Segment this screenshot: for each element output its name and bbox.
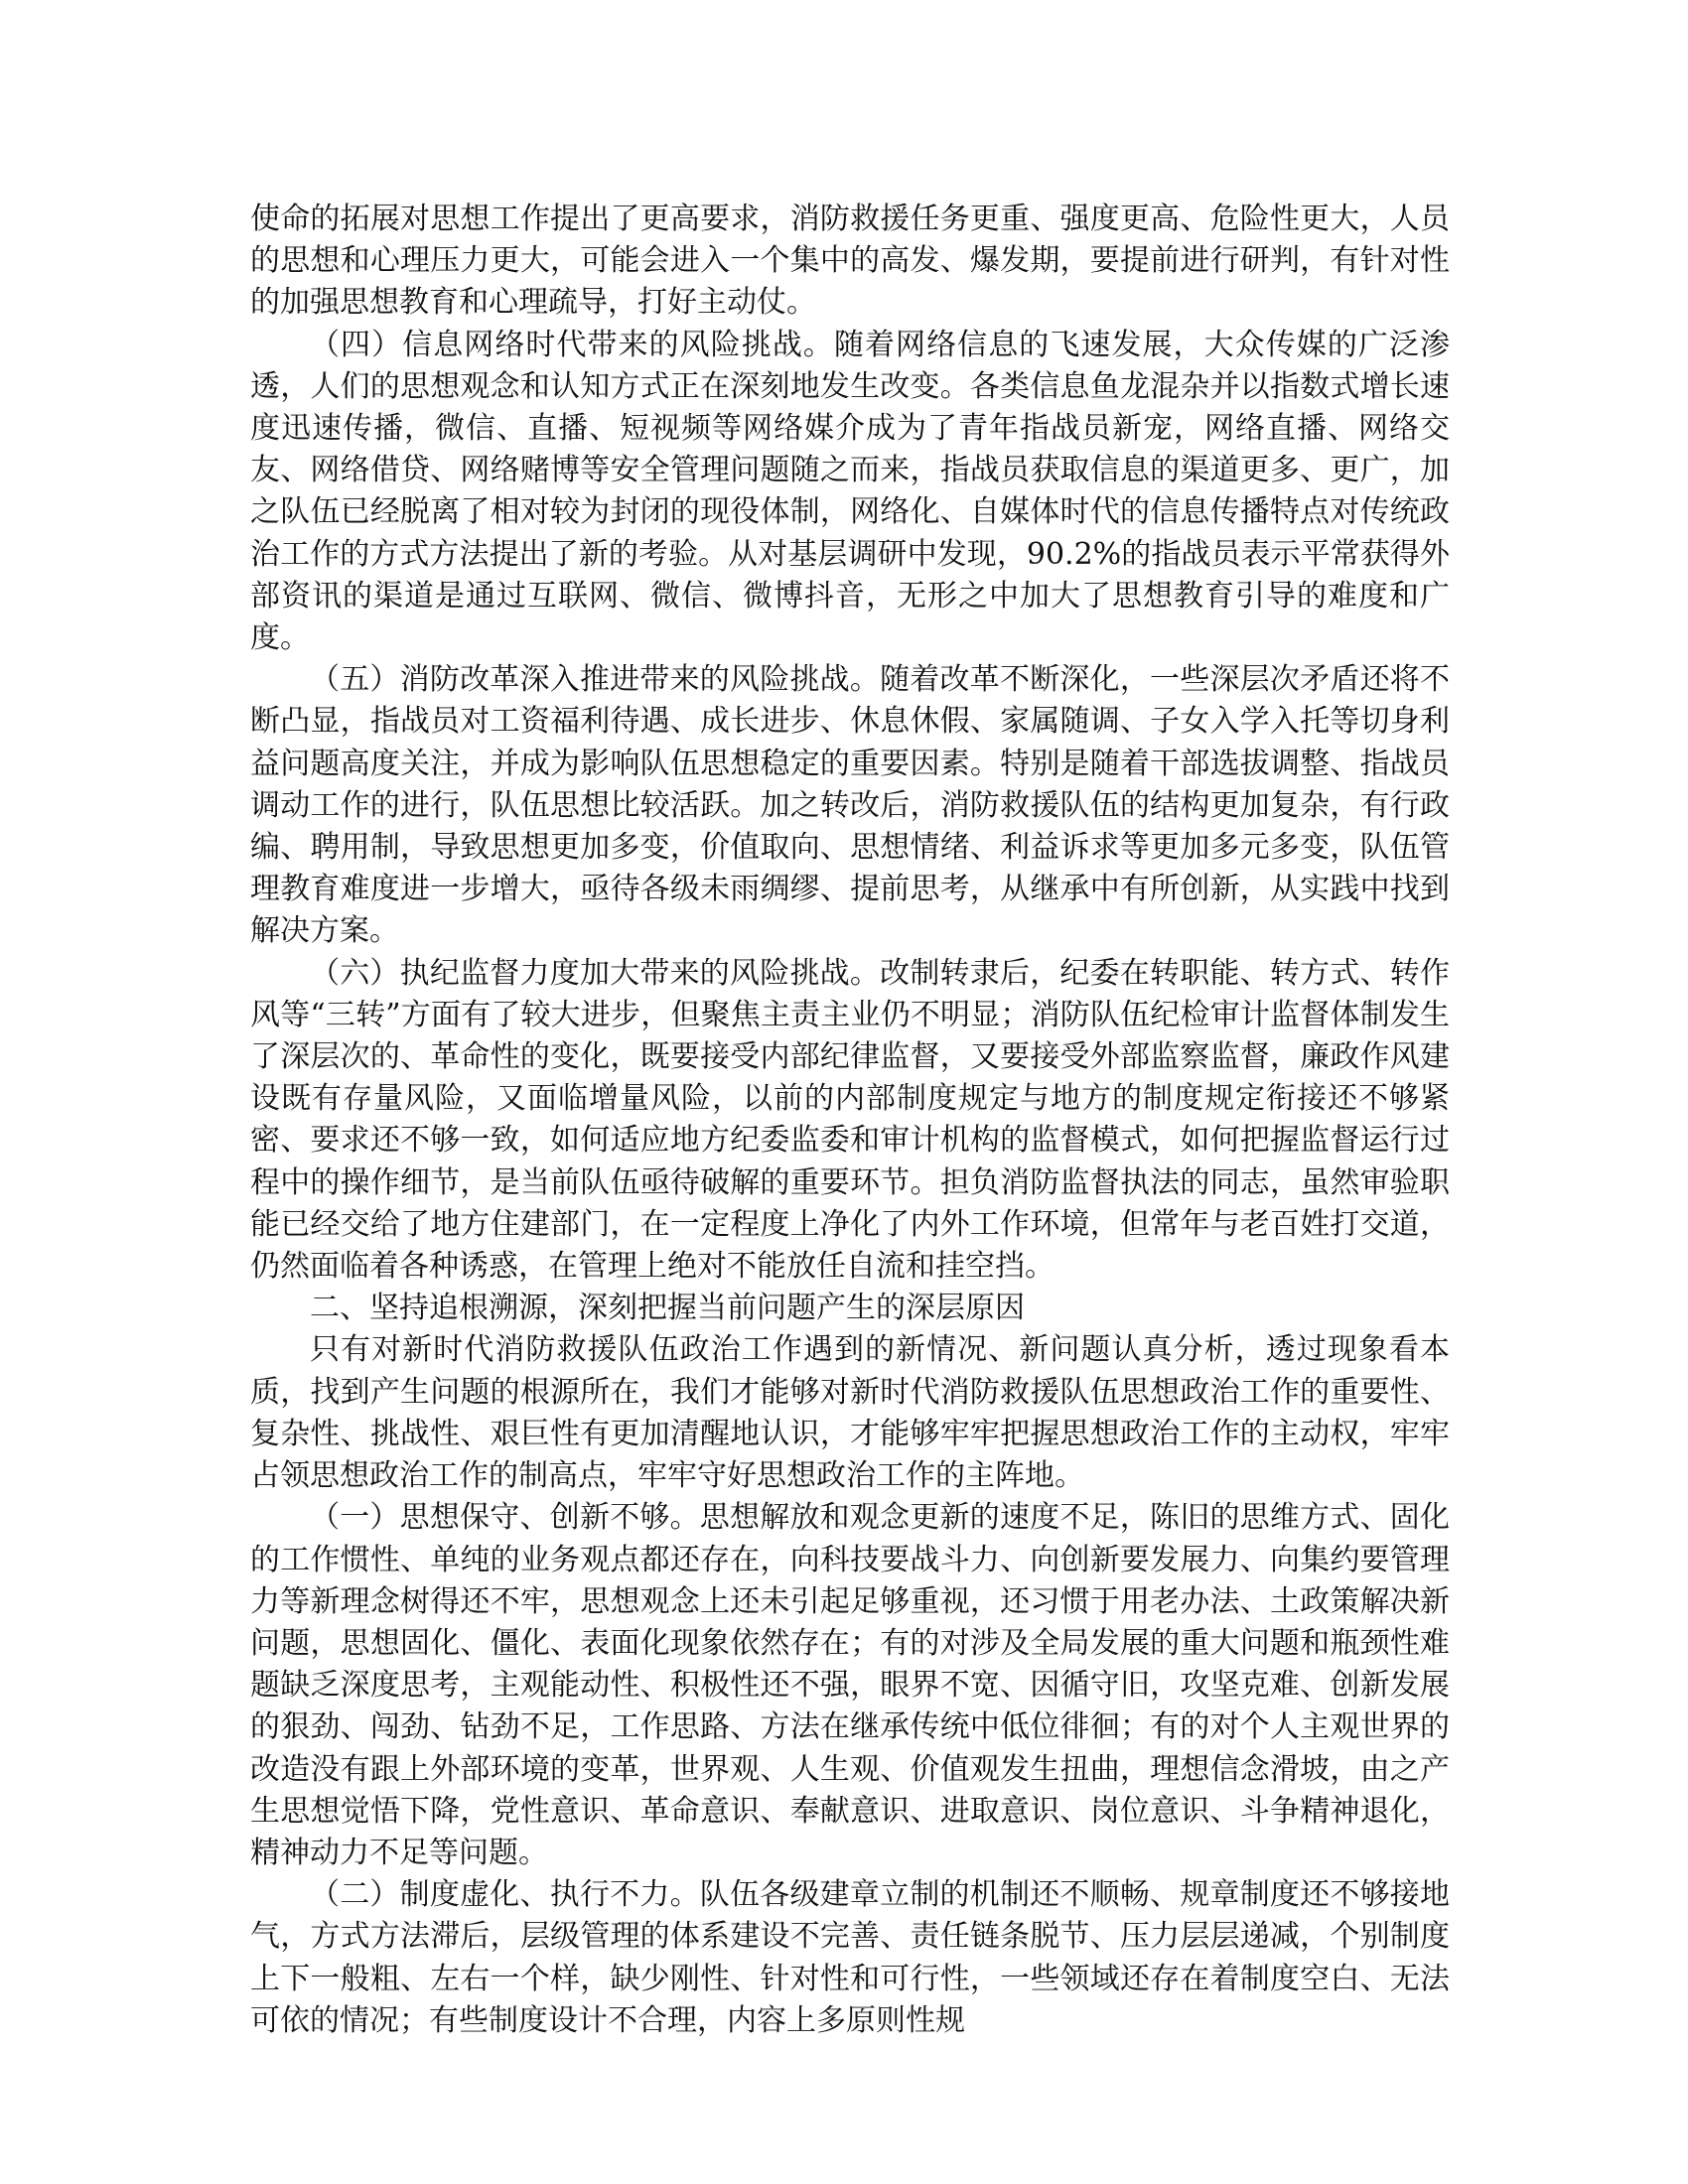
paragraph-continuation: 使命的拓展对思想工作提出了更高要求，消防救援任务更重、强度更高、危险性更大，人员的思想和心理压力更大，可能会进入一个集中的高发、爆发期，要提前进行研判，有针对性的加强思想教育和心理疏导，打好主动仗。 — [250, 202, 1450, 321]
paragraph-section-5: （五）消防改革深入推进带来的风险挑战。随着改革不断深化，一些深层次矛盾还将不断凸显，指战员对工资福利待遇、成长进步、休息休假、家属随调、子女入学入托等切身利益问题高度关注，并成为影响队伍思想稳定的重要因素。特别是随着干部选拔调整、指战员调动工作的进行，队伍思想比较活跃。加之转改后，消防救援队伍的结构更加复杂，有行政编、聘用制，导致思想更加多变，价值取向、思想情绪、利益诉求等更加多元多变，队伍管理教育难度进一步增大，亟待各级未雨绸缪、提前思考，从继承中有所创新，从实践中找到解决方案。 — [250, 662, 1450, 949]
section-heading-2: 二、坚持追根溯源，深刻把握当前问题产生的深层原因 — [310, 1291, 1025, 1326]
paragraph-cause-1: （一）思想保守、创新不够。思想解放和观念更新的速度不足，陈旧的思维方式、固化的工作惯性、单纯的业务观点都还存在，向科技要战斗力、向创新要发展力、向集约要管理力等新理念树得还不牢，思想观念上还未引起足够重视，还习惯于用老办法、土政策解决新问题，思想固化、僵化、表面化现象依然存在；有的对涉及全局发展的重大问题和瓶颈性难题缺乏深度思考，主观能动性、积极性还不强，眼界不宽、因循守旧，攻坚克难、创新发展的狠劲、闯劲、钻劲不足，工作思路、方法在继承传统中低位徘徊；有的对个人主观世界的改造没有跟上外部环境的变革，世界观、人生观、价值观发生扭曲，理想信念滑坡，由之产生思想觉悟下降，党性意识、革命意识、奉献意识、进取意识、岗位意识、斗争精神退化，精神动力不足等问题。 — [250, 1500, 1450, 1870]
paragraph-cause-2: （二）制度虚化、执行不力。队伍各级建章立制的机制还不顺畅、规章制度还不够接地气，方式方法滞后，层级管理的体系建设不完善、责任链条脱节、压力层层递减，个别制度上下一般粗、左右一个样，缺少刚性、针对性和可行性，一些领域还存在着制度空白、无法可依的情况；有些制度设计不合理，内容上多原则性规 — [250, 1877, 1450, 2038]
document-page — [250, 199, 1450, 2042]
paragraph-section-4: （四）信息网络时代带来的风险挑战。随着网络信息的飞速发展，大众传媒的广泛渗透，人们的思想观念和认知方式正在深刻地发生改变。各类信息鱼龙混杂并以指数式增长速度迅速传播，微信、直播、短视频等网络媒介成为了青年指战员新宠，网络直播、网络交友、网络借贷、网络赌博等安全管理问题随之而来，指战员获取信息的渠道更多、更广，加之队伍已经脱离了相对较为封闭的现役体制，网络化、自媒体时代的信息传播特点对传统政治工作的方式方法提出了新的考验。从对基层调研中发现，90.2%的指战员表示平常获得外部资讯的渠道是通过互联网、微信、微博抖音，无形之中加大了思想教育引导的难度和广度。 — [250, 327, 1450, 656]
paragraph-section-6: （六）执纪监督力度加大带来的风险挑战。改制转隶后，纪委在转职能、转方式、转作风等“三转”方面有了较大进步，但聚焦主责主业仍不明显；消防队伍纪检审计监督体制发生了深层次的、革命性的变化，既要接受内部纪律监督，又要接受外部监察监督，廉政作风建设既有存量风险，又面临增量风险，以前的内部制度规定与地方的制度规定衔接还不够紧密、要求还不够一致，如何适应地方纪委监委和审计机构的监督模式，如何把握监督运行过程中的操作细节，是当前队伍亟待破解的重要环节。担负消防监督执法的同志，虽然审验职能已经交给了地方住建部门，在一定程度上净化了内外工作环境，但常年与老百姓打交道，仍然面临着各种诱惑，在管理上绝对不能放任自流和挂空挡。 — [250, 955, 1450, 1285]
paragraph-intro: 只有对新时代消防救援队伍政治工作遇到的新情况、新问题认真分析，透过现象看本质，找到产生问题的根源所在，我们才能够对新时代消防救援队伍思想政治工作的重要性、复杂性、挑战性、艰巨性有更加清醒地认识，才能够牢牢把握思想政治工作的主动权，牢牢占领思想政治工作的制高点，牢牢守好思想政治工作的主阵地。 — [250, 1332, 1450, 1494]
